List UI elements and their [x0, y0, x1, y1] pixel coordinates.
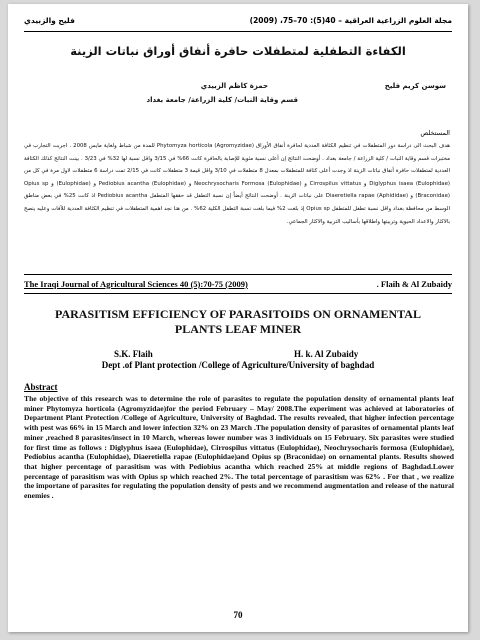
citation-authors: . Flaih & Al Zubaidy: [376, 279, 452, 289]
page-number: 70: [233, 610, 243, 620]
english-authors-block: [24, 349, 452, 371]
english-author-2: H. k. Al Zubaidy: [294, 349, 359, 359]
arabic-abstract-heading: المستخلص: [420, 129, 450, 137]
running-header: [24, 16, 452, 30]
header-rule: [24, 31, 452, 32]
journal-citation: The Iraqi Journal of Agricultural Sciences 40 (5):70-75 (2009): [24, 279, 248, 289]
english-abstract-heading: Abstract: [24, 382, 58, 392]
arabic-author-2: حمزة كاظم الزبيدي: [200, 82, 268, 90]
arabic-abstract: هدف البحث الى دراسة دور المتطفلات في تنظيم الكثافة العددية لحافرة أنفاق الأوراق Phytomyza horticola (Agromyzidae) للمدة من شباط ولغاية مايس 2008 . اجريت التجارب في مختبرات قسم وقاية النبات / كلية الزراعة / جامعة بغداد . أوضحت النتائج إن أعلى نسبة مئوية للإصابة بالحافرة كانت 66% في 3/15 واقل نسبة لها 32% في 3/23 . بينت النتائج كذلك الكثافة العددية لمتطفلات حافرة أنفاق نباتات الزينة اذ وجدت أعلى كثافة للمتطفلات بمعدل 8 متطفلات في 3/10 واقل قيمة 3 متطفلات كانت في 2/15 تمت دراسة 6 متطفلات لاول مرة في كل من Diglyphus isaea (Eulophidae) و Cirrospilus vittatus و Neochrysocharis Formosa (Eulophidae) و Pediobius acantha (Eulophidae) و (Eulophidae) و Opius sp (Braconidae) و Diaeretiella rapae (Aphididae) على نباتات الزينة . أوضحت النتائج أيضاً إن نسبة التطفل قد حققها المتطفل Pediobius acantha اذ كانت 25% في بعض مناطق الوسط من محافظة بغداد واقل نسبة تطفل للمتطفل Opius sp إذ بلغت 2% فيما بلغت نسبة التطفل الكلية 62% . من هنا نجد اهمية المتطفلات في تنظيم الكثافة العددية للآفات وعليه ينصح بالاكثار والاعداد الحيوية وتربيتها واطلاقها بأساليب التربية والاكثار الجماعي.: [24, 143, 451, 225]
header-journal: مجلة العلوم الزراعية العراقية – 40(5): 70–75، (2009): [249, 16, 452, 25]
header-authors: فليح والزبيدي: [24, 16, 75, 25]
english-author-1: S.K. Flaih: [114, 349, 153, 359]
english-abstract: The objective of this research was to determine the role of parasites to regulate the population density of ornamental plants leaf miner Phytomyza horticola (Agromyzidae)for the period February – May/ 2008.The experiment was achieved at laboratories of Department Plant Protection /College of Agriculture, University of Baghdad. The results revealed, that higher infection percentage with pest was 66% in 15 March and lower infection 32% on 23 March .The population density of parasites of ornamental plants leaf miner ,reached 8 parasites/insect in 10 March, whereas lower number was 3 individuals on 15 February. Six parasites were studied for first time as follows : Diglyphus isaea (Eulophidae), Cirrospilus vittatus (Eulophidae), Neochrysocharis formosa (Eulophidae), Pediobius acantha (Eulophidae), Diaeretiella rapae (Eulophidae)and Opius sp (Braconidae) on ornamental plants. Results showed that higher percentage of parasitism was with Pediobius acantha which reached 25% at middle regions of Baghdad.Lower percentage of parasitism was with Opius sp which reached 2%. The total percentage of parasitism was 62% . For that , we realize the importane of parasites for regulating the population density of pests and we recommend augmentation and release of the natural enemies .: [24, 394, 454, 501]
arabic-title: الكفاءة التطفلية لمتطفلات حافرة أنفاق أوراق نباتات الزينة: [70, 44, 406, 58]
citation-rule: [24, 293, 452, 294]
section-rule: [24, 274, 452, 275]
paper-page: [8, 4, 468, 632]
journal-citation-line: [24, 279, 452, 291]
english-title: PARASITISM EFFICIENCY OF PARASITOIDS ON ORNAMENTAL PLANTS LEAF MINER: [55, 307, 421, 336]
arabic-affiliation: قسم وقاية النبات/ كلية الزراعة/ جامعة بغداد: [146, 96, 298, 104]
arabic-author-1: سوسن كريم فليح: [384, 82, 446, 90]
english-affiliation: Dept .of Plant protection /College of Agriculture/University of baghdad: [101, 360, 375, 370]
